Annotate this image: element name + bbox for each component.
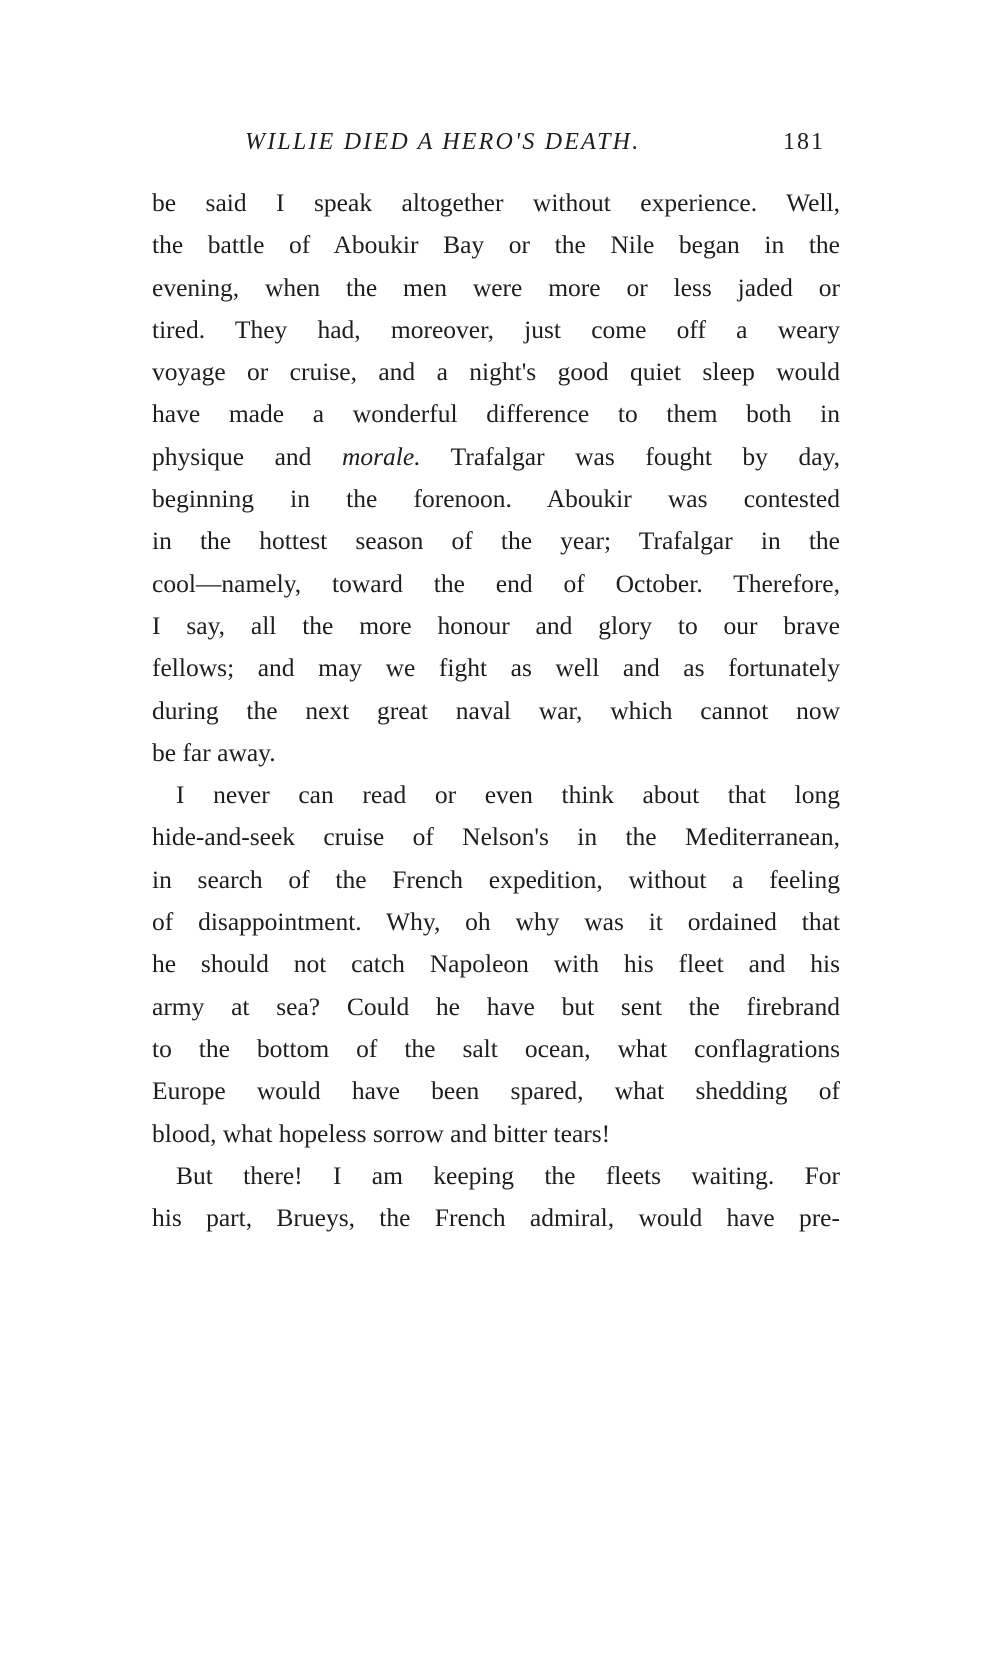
text-line: have made a wonderful difference to them both in [152,399,840,429]
text-line: during the next great naval war, which cannot now [152,695,840,725]
text-line: beginning in the forenoon. Aboukir was contested [152,484,840,514]
body-text [152,182,840,1239]
text-line: in the hottest season of the year; Trafalgar in the [152,526,840,556]
text-line: Europe would have been spared, what shedding of [152,1076,840,1106]
text-line: cool—namely, toward the end of October. Therefore, [152,568,840,598]
text-line: to the bottom of the salt ocean, what conflagrations [152,1033,840,1063]
page-number: 181 [783,129,825,155]
text-line: he should not catch Napoleon with his fleet and his [152,949,840,979]
running-head [150,124,840,160]
text-line: be said I speak altogether without experience. Well, [152,188,840,217]
text-line: hide-and-seek cruise of Nelson's in the Mediterranean, [152,822,840,852]
paragraph-2 [152,774,840,1155]
italic-word: morale. [341,441,421,471]
text-line: tired. They had, moreover, just come off a weary [152,314,840,344]
text-fragment: physique and [152,441,312,471]
text-line: fellows; and may we fight as well and as fortunately [152,653,840,683]
text-line: army at sea? Could he have but sent the firebrand [152,991,840,1021]
paragraph-1 [152,182,840,774]
text-line: blood, what hopeless sorrow and bitter tears! [152,1118,611,1148]
text-line: in search of the French expedition, without a feeling [152,864,840,894]
text-line: But there! I am keeping the fleets waiting. For [176,1160,840,1190]
paragraph-3 [152,1155,840,1240]
text-line: I say, all the more honour and glory to our brave [152,610,840,640]
text-line: evening, when the men were more or less jaded or [152,272,840,302]
running-title: WILLIE DIED A HERO'S DEATH. [245,129,641,155]
text-line: I never can read or even think about that long [176,780,840,810]
text-line-mixed [152,436,840,478]
text-line: his part, Brueys, the French admiral, would have pre- [152,1203,840,1233]
text-line: of disappointment. Why, oh why was it ordained that [152,907,840,937]
text-fragment: Trafalgar was fought by day, [450,441,841,471]
text-line: the battle of Aboukir Bay or the Nile began in the [152,230,840,260]
text-line: be far away. [152,737,276,767]
text-line: voyage or cruise, and a night's good quiet sleep would [152,357,840,387]
